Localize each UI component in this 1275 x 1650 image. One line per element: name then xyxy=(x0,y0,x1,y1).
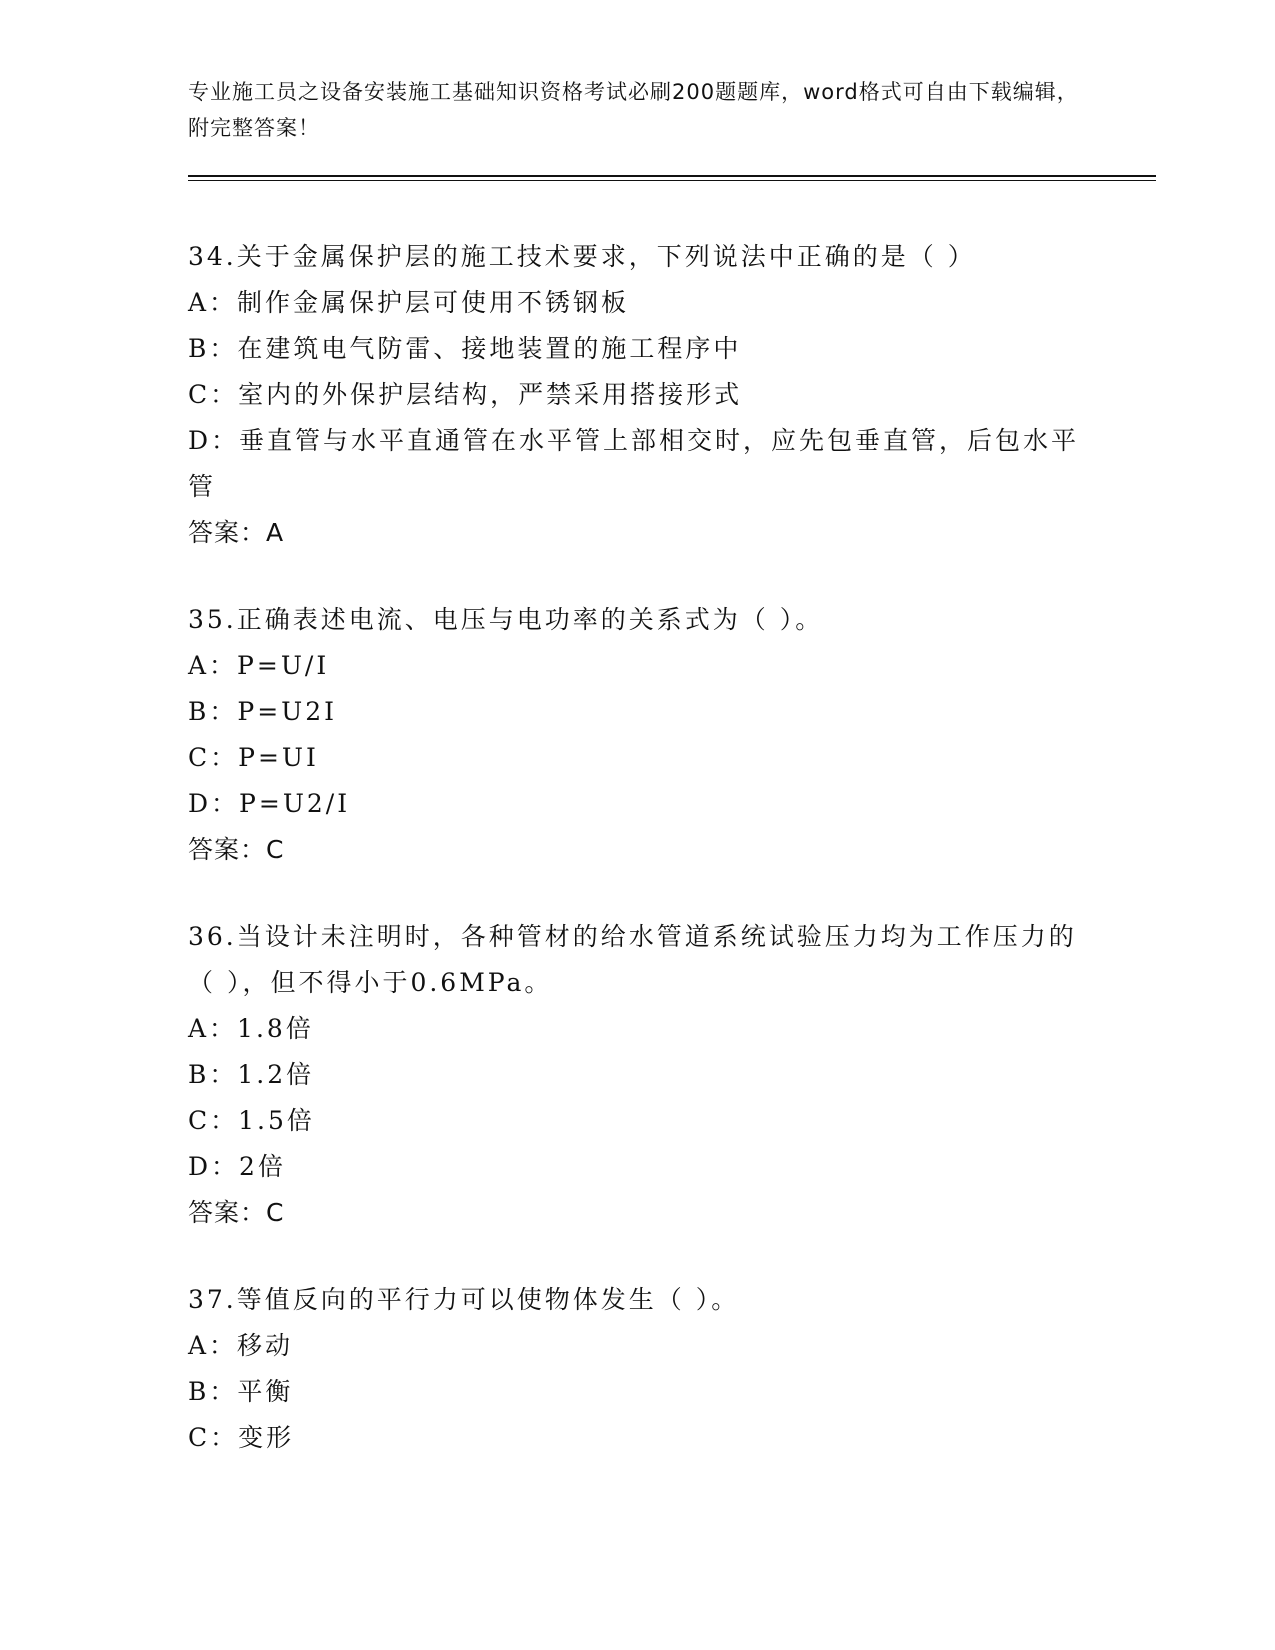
option-a: A：制作金属保护层可使用不锈钢板 xyxy=(188,288,630,317)
option-d: D：垂直管与水平直通管在水平管上部相交时，应先包垂直管，后包水平管 xyxy=(188,426,1080,501)
option-c: C：1.5倍 xyxy=(188,1106,315,1135)
answer-label: 答案：A xyxy=(188,518,285,547)
question-35 xyxy=(188,597,1088,873)
answer-label: 答案：C xyxy=(188,1198,285,1227)
question-36 xyxy=(188,914,1088,1236)
option-c: C：变形 xyxy=(188,1423,295,1452)
option-b: B：1.2倍 xyxy=(188,1060,315,1089)
header-divider xyxy=(188,175,1156,177)
option-b: B：在建筑电气防雷、接地装置的施工程序中 xyxy=(188,334,742,363)
question-stem: 36.当设计未注明时，各种管材的给水管道系统试验压力均为工作压力的（ ），但不得小于0.6MPa。 xyxy=(188,922,1077,997)
option-d: D：2倍 xyxy=(188,1152,286,1181)
option-b: B：P=U2I xyxy=(188,697,337,726)
question-34 xyxy=(188,234,1088,556)
option-c: C：室内的外保护层结构，严禁采用搭接形式 xyxy=(188,380,743,409)
question-stem: 34.关于金属保护层的施工技术要求，下列说法中正确的是（ ） xyxy=(188,242,976,271)
question-list xyxy=(188,234,1088,1502)
question-37 xyxy=(188,1277,1088,1461)
option-a: A：P=U/I xyxy=(188,651,330,680)
answer-label: 答案：C xyxy=(188,835,285,864)
header-divider-thin xyxy=(188,180,1156,181)
question-stem: 35.正确表述电流、电压与电功率的关系式为（ ）。 xyxy=(188,605,824,634)
document-header: 专业施工员之设备安装施工基础知识资格考试必刷200题题库，word格式可自由下载编辑，附完整答案！ xyxy=(188,80,1079,140)
option-d: D：P=U2/I xyxy=(188,789,351,818)
question-stem: 37.等值反向的平行力可以使物体发生（ ）。 xyxy=(188,1285,740,1314)
option-a: A：1.8倍 xyxy=(188,1014,314,1043)
option-c: C：P=UI xyxy=(188,743,319,772)
option-b: B：平衡 xyxy=(188,1377,294,1406)
option-a: A：移动 xyxy=(188,1331,294,1360)
